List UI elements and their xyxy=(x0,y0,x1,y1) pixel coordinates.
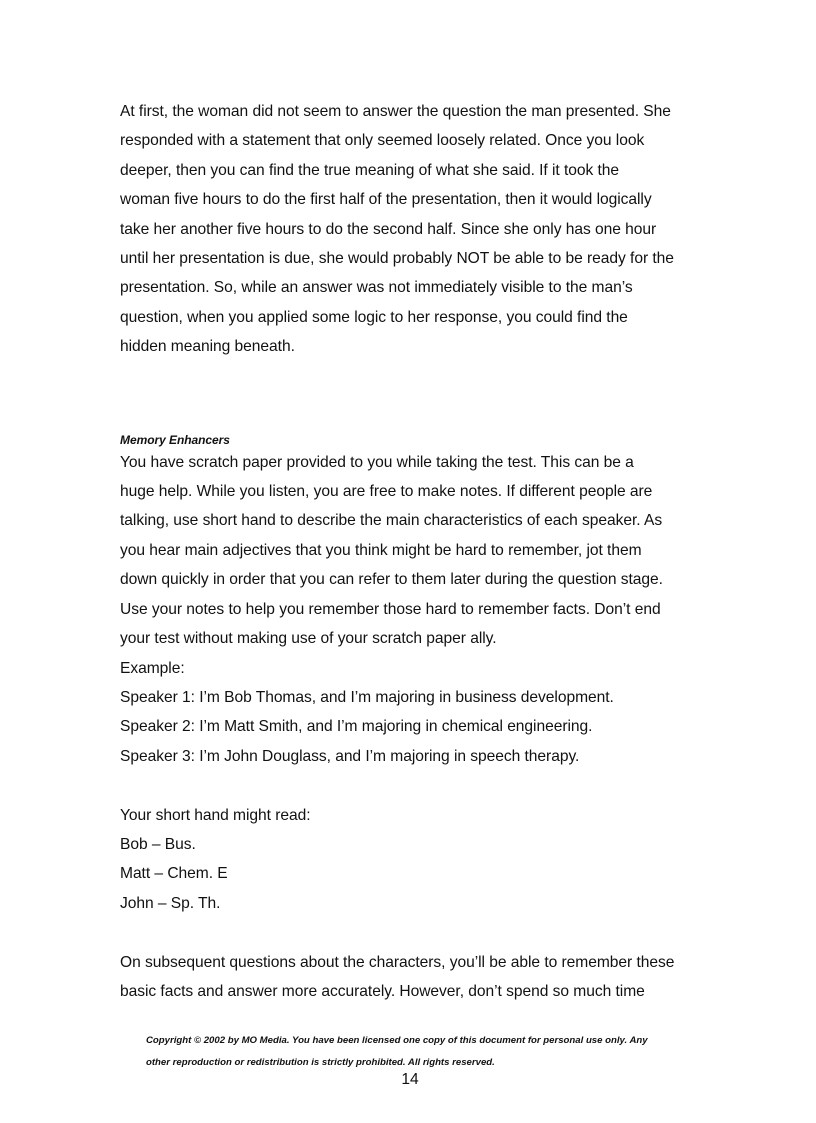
text-line: you hear main adjectives that you think might be hard to remember, jot them xyxy=(120,541,642,559)
text-line: down quickly in order that you can refer to them later during the question stage. xyxy=(120,571,663,589)
short-hand-line: John – Sp. Th. xyxy=(120,894,221,912)
short-hand-line: Bob – Bus. xyxy=(120,835,196,853)
text-line: your test without making use of your scratch paper ally. xyxy=(120,630,497,648)
footer-line: Copyright © 2002 by MO Media. You have been licensed one copy of this document for personal use only. Any xyxy=(146,1035,648,1046)
text-line: deeper, then you can find the true meaning of what she said. If it took the xyxy=(120,161,620,179)
speaker-line: Speaker 2: I’m Matt Smith, and I’m majoring in chemical engineering. xyxy=(120,718,593,736)
text-line: On subsequent questions about the characters, you’ll be able to remember these xyxy=(120,953,675,971)
text-line: huge help. While you listen, you are free to make notes. If different people are xyxy=(120,483,653,501)
text-line: woman five hours to do the first half of the presentation, then it would logically xyxy=(120,191,652,209)
blank-line xyxy=(120,918,720,947)
text-line: hidden meaning beneath. xyxy=(120,338,295,356)
text-line: responded with a statement that only seemed loosely related. Once you look xyxy=(120,132,645,150)
speaker-line: Speaker 3: I’m John Douglass, and I’m majoring in speech therapy. xyxy=(120,747,580,765)
paragraph-subsequent-questions xyxy=(120,948,720,1007)
speaker-line: Speaker 1: I’m Bob Thomas, and I’m majoring in business development. xyxy=(120,688,614,706)
page-body xyxy=(120,97,720,1006)
text-line: until her presentation is due, she would probably NOT be able to be ready for the xyxy=(120,250,674,268)
section-spacer xyxy=(120,362,720,424)
footer-line: other reproduction or redistribution is strictly prohibited. All rights reserved. xyxy=(146,1057,495,1068)
text-line: take her another five hours to do the second half. Since she only has one hour xyxy=(120,220,657,238)
paragraph-scratch-paper xyxy=(120,448,720,771)
text-line: Use your notes to help you remember those hard to remember facts. Don’t end xyxy=(120,600,661,618)
text-line: question, when you applied some logic to her response, you could find the xyxy=(120,308,628,326)
page-number: 14 xyxy=(401,1071,419,1088)
text-line: At first, the woman did not seem to answer the question the man presented. She xyxy=(120,103,671,120)
blank-line xyxy=(120,771,720,800)
short-hand-example xyxy=(120,801,720,919)
section-heading: Memory Enhancers xyxy=(120,432,230,447)
example-label: Example: xyxy=(120,659,185,677)
short-hand-line: Matt – Chem. E xyxy=(120,865,228,883)
text-line: talking, use short hand to describe the main characteristics of each speaker. As xyxy=(120,512,663,530)
short-hand-intro: Your short hand might read: xyxy=(120,806,311,824)
text-line: presentation. So, while an answer was not immediately visible to the man’s xyxy=(120,279,633,297)
text-line: You have scratch paper provided to you while taking the test. This can be a xyxy=(120,453,634,471)
paragraph-logic-explanation xyxy=(120,97,720,362)
text-line: basic facts and answer more accurately. However, don’t spend so much time xyxy=(120,982,645,1000)
